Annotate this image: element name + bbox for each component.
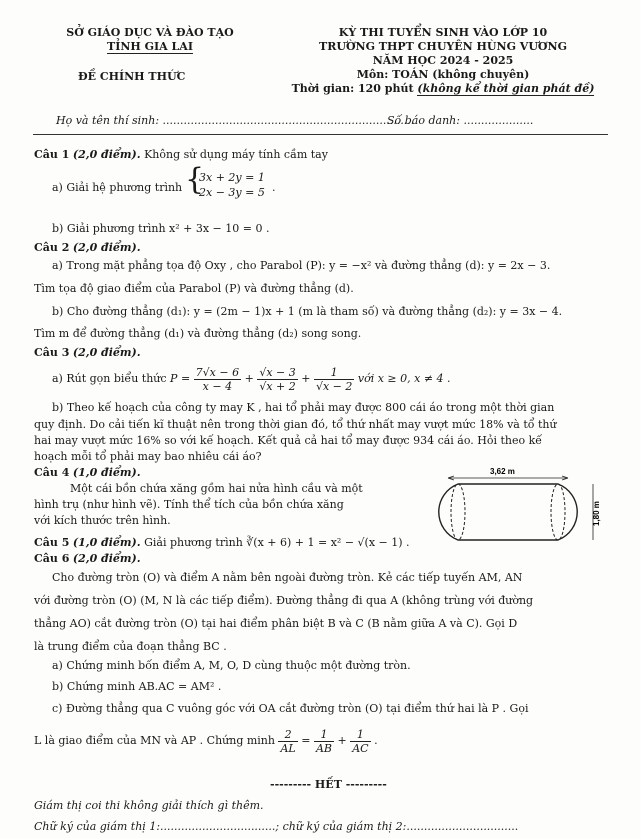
q3-heading	[34, 346, 141, 360]
exam-title: KỲ THI TUYỂN SINH VÀO LỚP 10	[338, 26, 548, 39]
q2a-line2: Tìm tọa độ giao điểm của Parabol (P) và đường thẳng (d).	[34, 282, 354, 295]
tank-outline	[439, 484, 577, 540]
candidate-name-field: Họ và tên thí sinh: ........................................................................	[56, 114, 415, 127]
q1-heading	[34, 148, 328, 162]
header-divider	[33, 134, 608, 135]
q3a-line: a) Rút gọn biểu thức P = $\frac{7√x - 6}{x - 4}$ + $\frac{√x - 3}{√x + 2}$ + $\frac{1}{√x - 2}$ với x ≥ 0, x ≠ 4 .	[52, 365, 451, 393]
header-left	[40, 26, 260, 54]
end-marker: --------- HẾT ---------	[270, 778, 387, 791]
q1a-system	[199, 170, 265, 200]
q5-points: (1,0 điểm).	[72, 536, 141, 549]
q6-heading	[34, 552, 141, 566]
q1a-text: a) Giải hệ phương trình	[52, 181, 183, 194]
q2a-line1: a) Trong mặt phẳng tọa độ Oxy , cho Parabol (P): y = −x² và đường thẳng (d): y = 2x − 3.	[52, 259, 551, 272]
q1-points: (2,0 điểm).	[72, 148, 141, 161]
q1-title: Câu 1	[34, 148, 70, 161]
q5-line	[34, 536, 410, 550]
q4-heading	[34, 466, 141, 480]
candidate-number-field: Số báo danh: ....................	[387, 114, 534, 127]
q6c-frac2: $\frac{1}{AB}$	[315, 727, 332, 755]
q1a-dot: .	[272, 181, 276, 194]
dim-height-label: 1,80 m	[592, 501, 601, 526]
q1b-text: b) Giải phương trình x² + 3x − 10 = 0 .	[52, 222, 270, 235]
q6-line2: với đường tròn (O) (M, N là các tiếp điểm). Đường thẳng đi qua A (không trùng với đường	[34, 594, 534, 607]
q3a-frac3: $\frac{1}{√x - 2}$	[315, 365, 353, 393]
header-right	[268, 26, 618, 96]
q3a-frac2: $\frac{√x - 3}{√x + 2}$	[259, 365, 296, 393]
q6a-text: a) Chứng minh bốn điểm A, M, O, D cùng thuộc một đường tròn.	[52, 659, 411, 672]
footer-note: Giám thị coi thi không giải thích gì thêm.	[34, 799, 264, 812]
school-name: TRƯỜNG THPT CHUYÊN HÙNG VƯƠNG	[319, 40, 567, 53]
q3b-line1: b) Theo kế hoạch của công ty may K , hai tổ phải may được 800 cái áo trong một thời gian	[52, 401, 555, 414]
q6c-frac1: $\frac{2}{AL}$	[280, 727, 296, 755]
time-label: Thời gian: 120 phút	[291, 82, 414, 95]
right-cap-ellipse	[551, 484, 565, 540]
q6c-line2: L là giao điểm của MN và AP . Chứng minh $\frac{2}{AL}$ = $\frac{1}{AB}$ + $\frac{1}{AC}$ .	[34, 727, 378, 755]
q3-points: (2,0 điểm).	[72, 346, 141, 359]
system-brace: {	[185, 162, 205, 197]
q4-line1: Một cái bồn chứa xăng gồm hai nửa hình cầu và một	[70, 482, 363, 495]
time-note: (không kể thời gian phát đề)	[417, 82, 595, 95]
q6-title: Câu 6	[34, 552, 70, 565]
q4-line2: hình trụ (như hình vẽ). Tính thể tích của bồn chứa xăng	[34, 498, 344, 511]
q3a-text: a) Rút gọn biểu thức	[52, 372, 167, 385]
time-line	[268, 82, 618, 96]
q3-title: Câu 3	[34, 346, 70, 359]
province-name: TỈNH GIA LAI	[107, 40, 193, 53]
q1-intro: Không sử dụng máy tính cầm tay	[144, 148, 328, 161]
school-year: NĂM HỌC 2024 - 2025	[372, 54, 514, 67]
q3b-line4: hoạch mỗi tổ phải may bao nhiêu cái áo?	[34, 450, 262, 463]
q6c-text: L là giao điểm của MN và AP . Chứng minh	[34, 734, 275, 747]
q5-title: Câu 5	[34, 536, 70, 549]
q3b-line3: hai may vượt mức 16% so với kế hoạch. Kết quả cả hai tổ may được 934 cái áo. Hỏi theo kế	[34, 434, 543, 447]
q2-title: Câu 2	[34, 241, 70, 254]
q6-line3: thẳng AO) cắt đường tròn (O) tại hai điểm phân biệt B và C (B nằm giữa A và C). Gọi D	[34, 617, 518, 630]
q3a-p: P =	[170, 372, 191, 385]
q2b-line1: b) Cho đường thẳng (d₁): y = (2m − 1)x + 1 (m là tham số) và đường thẳng (d₂): y = 3x − 4.	[52, 305, 563, 318]
q3a-cond: với x ≥ 0, x ≠ 4 .	[357, 372, 451, 385]
q3a-frac1: $\frac{7√x - 6}{x - 4}$	[195, 365, 240, 393]
tank-figure	[418, 464, 608, 544]
q6b-text: b) Chứng minh AB.AC = AM² .	[52, 680, 222, 693]
q3b-line2: quy định. Do cải tiến kĩ thuật nên trong thời gian đó, tổ thứ nhất may vượt mức 18% và tổ thứ	[34, 418, 557, 431]
q6c-frac3: $\frac{1}{AC}$	[352, 727, 369, 755]
official-label: ĐỀ CHÍNH THỨC	[78, 70, 186, 83]
q6-line1: Cho đường tròn (O) và điểm A nằm bên ngoài đường tròn. Kẻ các tiếp tuyến AM, AN	[52, 571, 523, 584]
q6-points: (2,0 điểm).	[72, 552, 141, 565]
q5-text: Giải phương trình ∛(x + 6) + 1 = x² − √(x − 1) .	[144, 536, 410, 549]
q2-points: (2,0 điểm).	[72, 241, 141, 254]
dept-name: SỞ GIÁO DỤC VÀ ĐÀO TẠO	[66, 26, 234, 39]
q2b-line2: Tìm m để đường thẳng (d₁) và đường thẳng (d₂) song song.	[34, 327, 362, 340]
q1a-eq1: 3x + 2y = 1	[199, 171, 265, 184]
dim-length-label: 3,62 m	[490, 467, 515, 476]
subject: Môn: TOÁN (không chuyên)	[356, 68, 530, 81]
q6-line4: là trung điểm của đoạn thẳng BC .	[34, 640, 227, 653]
q4-title: Câu 4	[34, 466, 70, 479]
q4-line3: với kích thước trên hình.	[34, 514, 171, 527]
footer-signatures: Chữ ký của giám thị 1:.................................; chữ ký của giám thị 2:................................	[34, 820, 519, 833]
q1a-eq2: 2x − 3y = 5	[199, 186, 265, 199]
q4-points: (1,0 điểm).	[72, 466, 141, 479]
left-cap-ellipse	[451, 484, 465, 540]
q6c-line1: c) Đường thẳng qua C vuông góc với OA cắt đường tròn (O) tại điểm thứ hai là P . Gọi	[52, 702, 529, 715]
q2-heading	[34, 241, 141, 255]
